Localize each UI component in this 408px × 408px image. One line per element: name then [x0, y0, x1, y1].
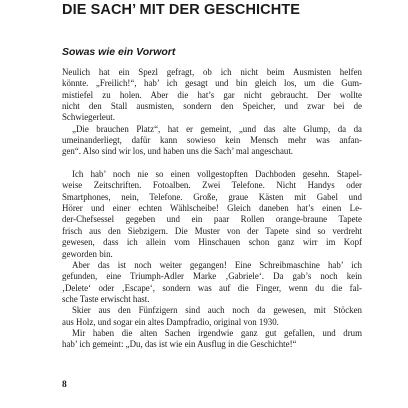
text-line: Schwiegerleut.	[62, 112, 115, 123]
paragraph	[62, 260, 362, 305]
text-line: gen“. Also sind wir los, und haben uns die Sach’ mal angeschaut.	[62, 146, 294, 157]
text-line: gewesen, dass ich allein vom Hinschauen schon ganz wirr im Kopf	[62, 237, 362, 248]
text-line: Smartphones, nein, Telefone. Große, graue Kästen mit Gabel und	[62, 191, 362, 202]
text-line: hab’ ich gemeint: „Du, das ist wie ein Ausflug in die Geschichte!“	[62, 339, 297, 350]
text-line: ‚Delete‘ oder ‚Escape‘, sondern was auf die Finger, wenn du die fal-	[62, 282, 362, 293]
text-line: sche Taste erwischt hast.	[62, 293, 150, 304]
paragraph	[62, 67, 362, 124]
text-line: der-Chefsessel gegeben und ein paar Rollen orange-braune Tapete	[62, 214, 362, 225]
text-line: Mir haben die alten Sachen irgendwie ganz gut gefallen, und drum	[72, 327, 362, 338]
text-line: Skier aus den Fünfzigern sind auch noch da gewesen, mit Stöcken	[72, 305, 362, 316]
text-line: weise Zeitschriften. Fotoalben. Zwei Telefone. Nicht Handys oder	[62, 180, 362, 191]
paragraph	[62, 169, 362, 260]
paragraph-gap	[62, 158, 362, 169]
text-line: Ich hab’ noch nie so einen vollgestopften Dachboden gesehn. Stapel-	[72, 169, 362, 180]
text-line: „Die brauchen Platz“, hat er gemeint, „und das alte Glump, da da	[72, 123, 362, 134]
text-line: könnte. „Freilich!“, hab’ ich gesagt und bin gleich los, um die Gum-	[62, 78, 362, 89]
text-line: nicht den Stall ausmisten, sondern den Speicher, und zwar bei de	[62, 101, 362, 112]
text-line: Neulich hat ein Spezl gefragt, ob ich nicht beim Ausmisten helfen	[62, 67, 362, 77]
text-line: Hörer und einer echten Wählscheibe! Gleich daneben hat’s einen Le-	[62, 203, 362, 214]
page-number: 8	[62, 380, 67, 390]
body-text	[62, 67, 362, 351]
chapter-title: DIE SACH’ MIT DER GESCHICHTE	[62, 2, 301, 18]
text-line: frisch aus den Siebzigern. Die Muster von der Tapete sind so verdreht	[62, 225, 362, 236]
text-line: aus Holz, und sogar ein altes Dampfradio, original von 1930.	[62, 316, 279, 327]
section-heading: Sowas wie ein Vorwort	[62, 46, 176, 58]
text-line: geworden bin.	[62, 248, 113, 259]
text-line: umeinanderliegt, dafür kann sowieso kein Mensch mehr was anfan-	[62, 135, 362, 146]
text-line: Aber das ist noch weiter gegangen! Eine Schreibmaschine hab’ ich	[72, 259, 362, 270]
paragraph	[62, 124, 362, 158]
paragraph	[62, 305, 362, 328]
text-line: gefunden, eine Triumph-Adler Marke ‚Gabriele‘. Da gab’s noch kein	[62, 271, 362, 282]
paragraph	[62, 328, 362, 351]
text-line: mistiefel zu holen. Aber die hat’s gar nicht gebraucht. Der wollte	[62, 89, 362, 100]
